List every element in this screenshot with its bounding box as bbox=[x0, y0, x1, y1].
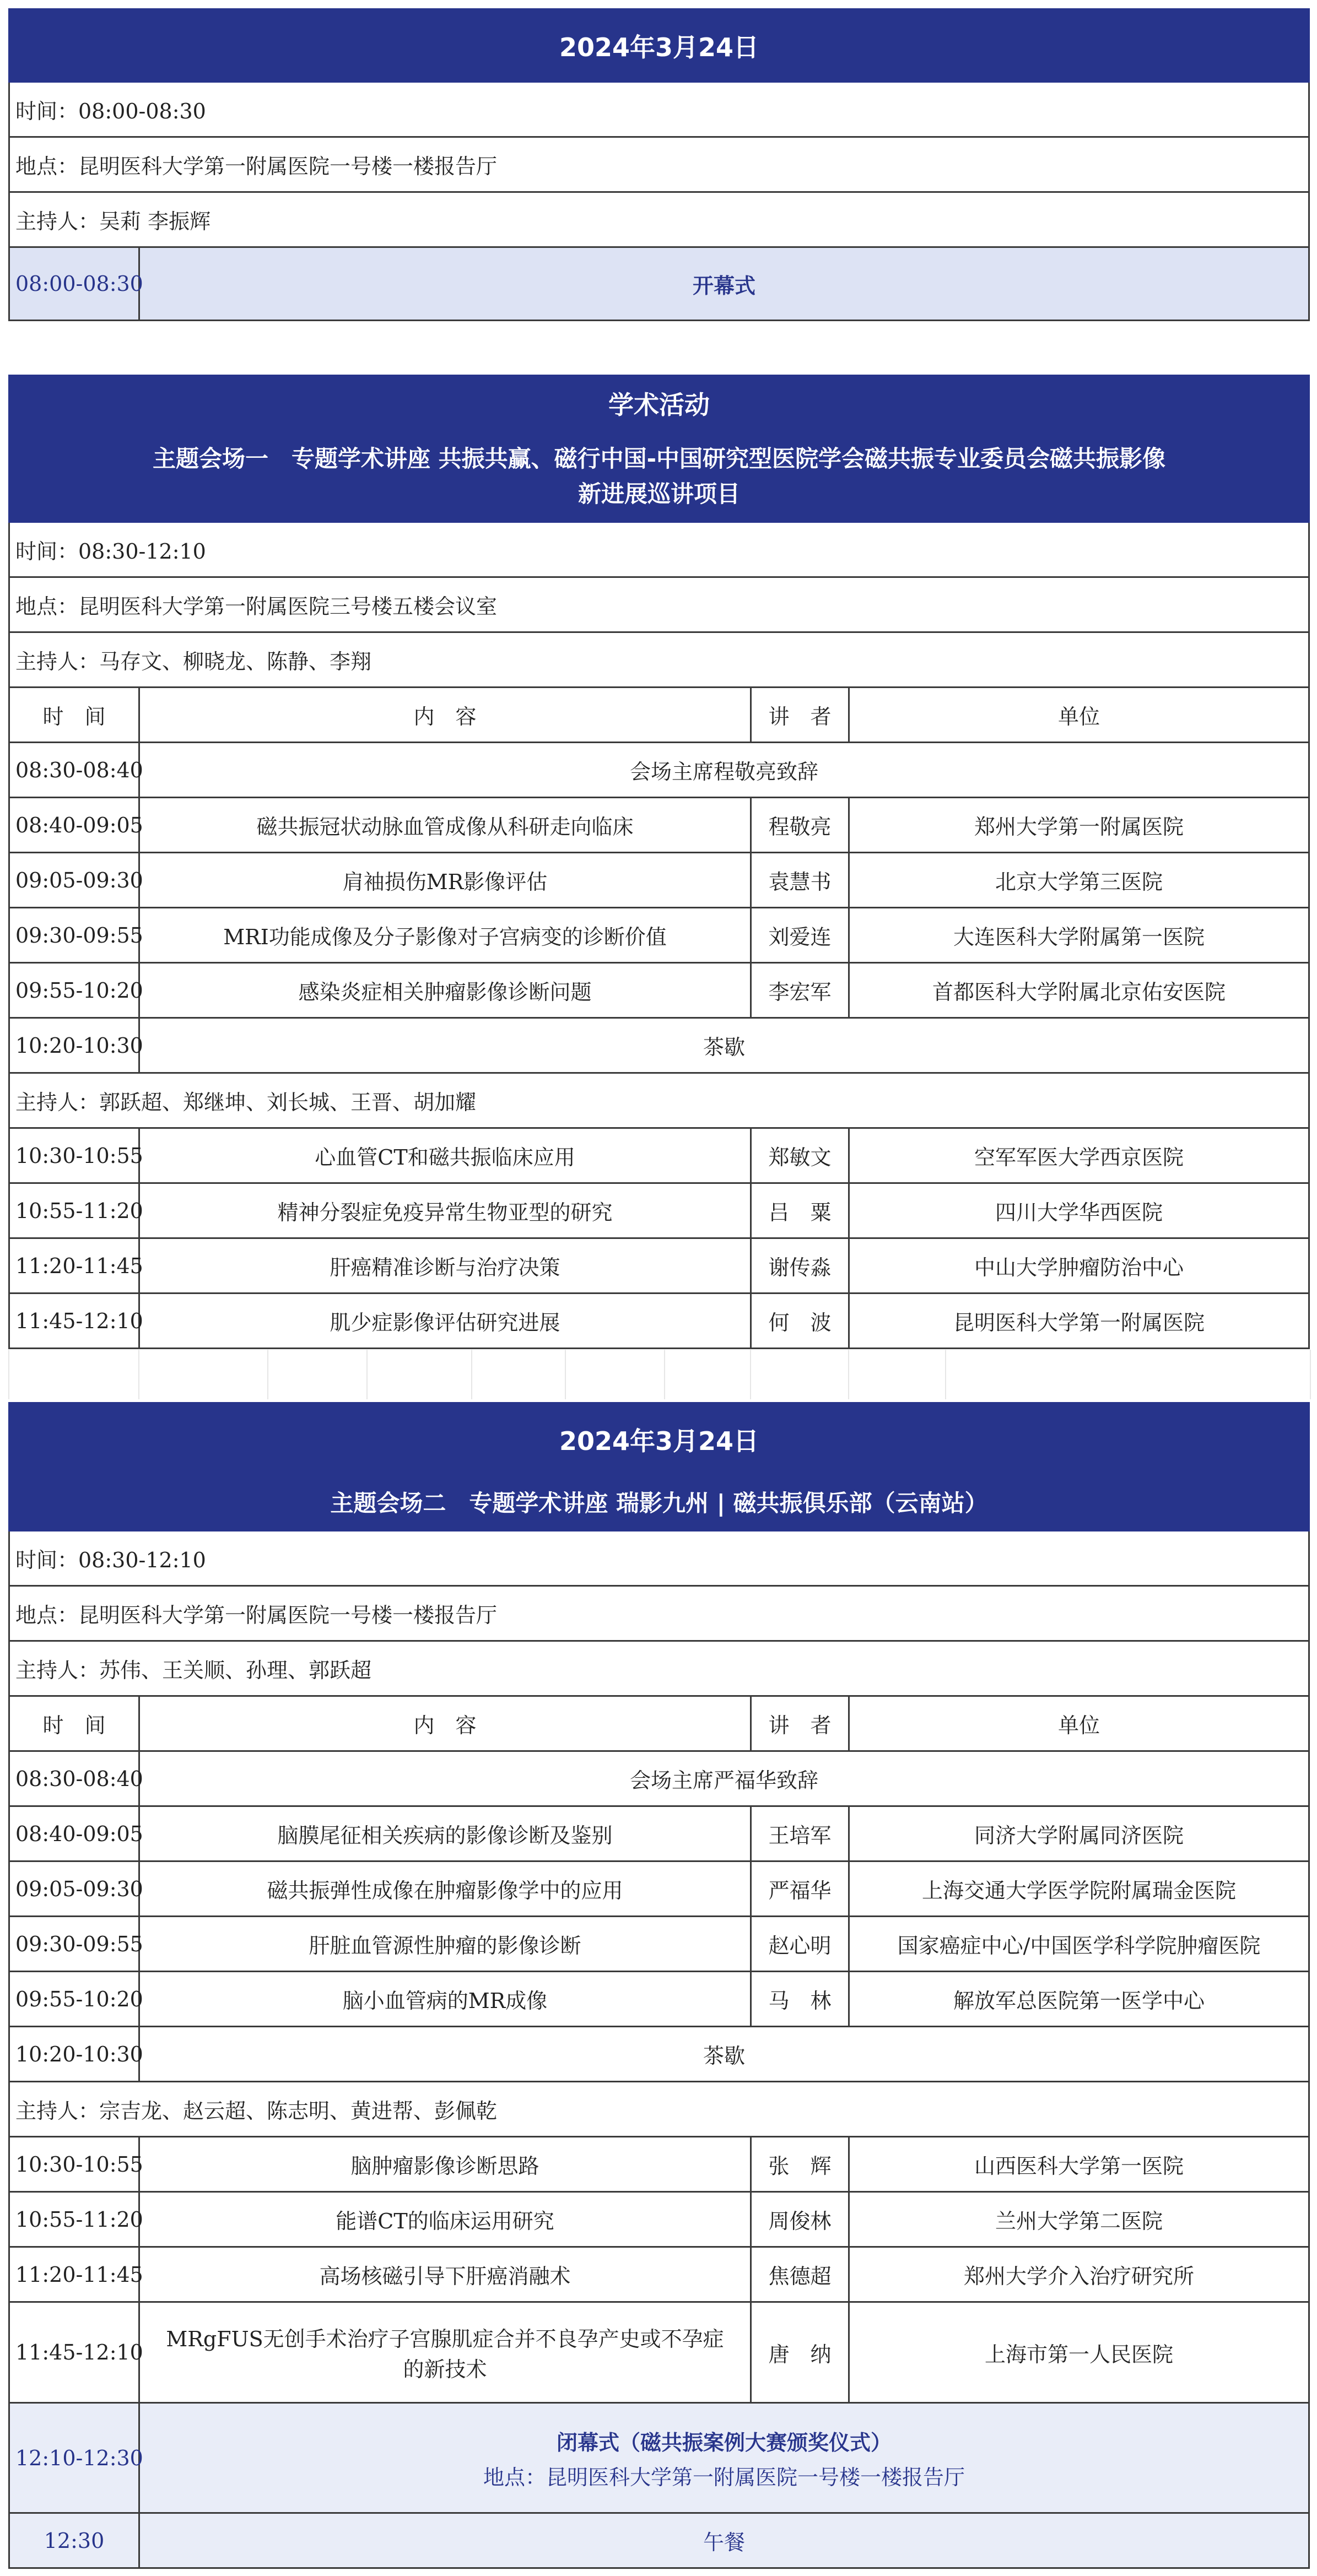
closing-cell bbox=[139, 2403, 1309, 2513]
talk-unit: 兰州大学第二医院 bbox=[849, 2192, 1309, 2247]
break-text: 茶歇 bbox=[139, 2027, 1309, 2082]
welcome-text: 会场主席严福华致辞 bbox=[139, 1751, 1309, 1806]
session2-date-header: 2024年3月24日 bbox=[9, 1403, 1309, 1476]
session1-table bbox=[8, 375, 1310, 1349]
session1-place: 地点：昆明医科大学第一附属医院三号楼五楼会议室 bbox=[9, 577, 1309, 632]
table-row bbox=[9, 1183, 1309, 1238]
opening-time: 时间：08:00-08:30 bbox=[9, 82, 1309, 137]
talk-time: 08:40-09:05 bbox=[9, 798, 139, 853]
talk-topic: 高场核磁引导下肝癌消融术 bbox=[139, 2247, 751, 2302]
column-header-time: 时 间 bbox=[9, 1696, 139, 1751]
talk-time: 09:05-09:30 bbox=[9, 1861, 139, 1917]
table-row bbox=[9, 1917, 1309, 1972]
talk-time: 08:40-09:05 bbox=[9, 1806, 139, 1861]
talk-time: 11:20-11:45 bbox=[9, 1238, 139, 1294]
session1-time: 时间：08:30-12:10 bbox=[9, 522, 1309, 577]
blank-separator-strip bbox=[8, 1350, 1310, 1399]
table-row bbox=[9, 963, 1309, 1018]
welcome-time: 08:30-08:40 bbox=[9, 1751, 139, 1806]
talk-speaker: 周俊林 bbox=[751, 2192, 849, 2247]
talk-unit: 首都医科大学附属北京佑安医院 bbox=[849, 963, 1309, 1018]
table-row bbox=[9, 853, 1309, 908]
ceremony-time: 08:00-08:30 bbox=[9, 247, 139, 321]
welcome-text: 会场主席程敬亮致辞 bbox=[139, 743, 1309, 798]
talk-topic-line1: MRgFUS无创手术治疗子宫腺肌症合并不良孕产史或不孕症 bbox=[166, 2327, 724, 2351]
talk-speaker: 何 波 bbox=[751, 1294, 849, 1349]
session1-host: 主持人：马存文、柳晓龙、陈静、李翔 bbox=[9, 632, 1309, 688]
talk-unit: 北京大学第三医院 bbox=[849, 853, 1309, 908]
talk-unit: 上海市第一人民医院 bbox=[849, 2302, 1309, 2403]
talk-topic: 感染炎症相关肿瘤影像诊断问题 bbox=[139, 963, 751, 1018]
talk-time: 09:55-10:20 bbox=[9, 1972, 139, 2027]
session2-host: 主持人：苏伟、王关顺、孙理、郭跃超 bbox=[9, 1641, 1309, 1696]
talk-speaker: 赵心明 bbox=[751, 1917, 849, 1972]
talk-unit: 解放军总医院第一医学中心 bbox=[849, 1972, 1309, 2027]
talk-time: 09:30-09:55 bbox=[9, 1917, 139, 1972]
talk-time: 09:05-09:30 bbox=[9, 853, 139, 908]
talk-time: 09:55-10:20 bbox=[9, 963, 139, 1018]
table-row bbox=[9, 1128, 1309, 1183]
session1-title-line2: 新进展巡讲项目 bbox=[577, 480, 740, 507]
session2-place: 地点：昆明医科大学第一附属医院一号楼一楼报告厅 bbox=[9, 1586, 1309, 1641]
talk-speaker: 王培军 bbox=[751, 1806, 849, 1861]
talk-time: 10:30-10:55 bbox=[9, 2137, 139, 2192]
session2-time: 时间：08:30-12:10 bbox=[9, 1531, 1309, 1586]
table-row bbox=[9, 1861, 1309, 1917]
talk-speaker: 马 林 bbox=[751, 1972, 849, 2027]
talk-topic: 肝癌精准诊断与治疗决策 bbox=[139, 1238, 751, 1294]
talk-speaker: 吕 粟 bbox=[751, 1183, 849, 1238]
talk-unit: 同济大学附属同济医院 bbox=[849, 1806, 1309, 1861]
session1-header: 学术活动 bbox=[9, 376, 1309, 431]
opening-host: 主持人：吴莉 李振辉 bbox=[9, 192, 1309, 247]
talk-speaker: 张 辉 bbox=[751, 2137, 849, 2192]
session1-title bbox=[9, 431, 1309, 522]
session2-host2: 主持人：宗吉龙、赵云超、陈志明、黄进帮、彭佩乾 bbox=[9, 2082, 1309, 2137]
table-row bbox=[9, 798, 1309, 853]
lunch-text: 午餐 bbox=[139, 2513, 1309, 2568]
column-header-speaker: 讲 者 bbox=[751, 1696, 849, 1751]
talk-topic: 心血管CT和磁共振临床应用 bbox=[139, 1128, 751, 1183]
table-row bbox=[9, 1238, 1309, 1294]
table-row bbox=[9, 1294, 1309, 1349]
talk-speaker: 袁慧书 bbox=[751, 853, 849, 908]
talk-topic: 精神分裂症免疫异常生物亚型的研究 bbox=[139, 1183, 751, 1238]
break-time: 10:20-10:30 bbox=[9, 2027, 139, 2082]
table-row bbox=[9, 2247, 1309, 2302]
lunch-time: 12:30 bbox=[9, 2513, 139, 2568]
talk-unit: 中山大学肿瘤防治中心 bbox=[849, 1238, 1309, 1294]
welcome-time: 08:30-08:40 bbox=[9, 743, 139, 798]
talk-speaker: 严福华 bbox=[751, 1861, 849, 1917]
talk-topic: 磁共振弹性成像在肿瘤影像学中的应用 bbox=[139, 1861, 751, 1917]
talk-speaker: 郑敏文 bbox=[751, 1128, 849, 1183]
talk-time: 10:55-11:20 bbox=[9, 2192, 139, 2247]
talk-unit: 郑州大学介入治疗研究所 bbox=[849, 2247, 1309, 2302]
talk-time: 10:55-11:20 bbox=[9, 1183, 139, 1238]
closing-title: 闭幕式（磁共振案例大赛颁奖仪式） bbox=[556, 2430, 892, 2455]
table-row bbox=[9, 908, 1309, 963]
closing-place: 地点：昆明医科大学第一附属医院一号楼一楼报告厅 bbox=[483, 2465, 965, 2490]
talk-speaker: 谢传淼 bbox=[751, 1238, 849, 1294]
opening-table bbox=[8, 8, 1310, 321]
talk-topic: 肝脏血管源性肿瘤的影像诊断 bbox=[139, 1917, 751, 1972]
table-row bbox=[9, 2137, 1309, 2192]
talk-unit: 郑州大学第一附属医院 bbox=[849, 798, 1309, 853]
talk-speaker: 刘爱连 bbox=[751, 908, 849, 963]
talk-time: 11:45-12:10 bbox=[9, 1294, 139, 1349]
talk-topic: 脑小血管病的MR成像 bbox=[139, 1972, 751, 2027]
break-text: 茶歇 bbox=[139, 1018, 1309, 1073]
talk-topic: 脑膜尾征相关疾病的影像诊断及鉴别 bbox=[139, 1806, 751, 1861]
talk-time: 11:20-11:45 bbox=[9, 2247, 139, 2302]
opening-place: 地点：昆明医科大学第一附属医院一号楼一楼报告厅 bbox=[9, 137, 1309, 192]
table-row bbox=[9, 2302, 1309, 2403]
break-time: 10:20-10:30 bbox=[9, 1018, 139, 1073]
talk-unit: 空军军医大学西京医院 bbox=[849, 1128, 1309, 1183]
closing-time: 12:10-12:30 bbox=[9, 2403, 139, 2513]
talk-unit: 四川大学华西医院 bbox=[849, 1183, 1309, 1238]
talk-speaker: 程敬亮 bbox=[751, 798, 849, 853]
column-header-content: 内 容 bbox=[139, 1696, 751, 1751]
talk-unit: 上海交通大学医学院附属瑞金医院 bbox=[849, 1861, 1309, 1917]
talk-speaker: 李宏军 bbox=[751, 963, 849, 1018]
talk-topic: 肩袖损伤MR影像评估 bbox=[139, 853, 751, 908]
talk-unit: 昆明医科大学第一附属医院 bbox=[849, 1294, 1309, 1349]
talk-topic bbox=[139, 2302, 751, 2403]
talk-topic: 脑肿瘤影像诊断思路 bbox=[139, 2137, 751, 2192]
talk-time: 10:30-10:55 bbox=[9, 1128, 139, 1183]
session1-host2: 主持人：郭跃超、郑继坤、刘长城、王晋、胡加耀 bbox=[9, 1073, 1309, 1128]
talk-unit: 山西医科大学第一医院 bbox=[849, 2137, 1309, 2192]
table-row bbox=[9, 1806, 1309, 1861]
session2-table bbox=[8, 1402, 1310, 2569]
column-header-speaker: 讲 者 bbox=[751, 688, 849, 743]
talk-topic: MRI功能成像及分子影像对子宫病变的诊断价值 bbox=[139, 908, 751, 963]
talk-topic: 肌少症影像评估研究进展 bbox=[139, 1294, 751, 1349]
session1-title-line1: 主题会场一 专题学术讲座 共振共赢、磁行中国-中国研究型医院学会磁共振专业委员会磁共振影像 bbox=[152, 445, 1166, 472]
talk-time: 11:45-12:10 bbox=[9, 2302, 139, 2403]
talk-time: 09:30-09:55 bbox=[9, 908, 139, 963]
talk-speaker: 焦德超 bbox=[751, 2247, 849, 2302]
talk-topic: 磁共振冠状动脉血管成像从科研走向临床 bbox=[139, 798, 751, 853]
talk-unit: 大连医科大学附属第一医院 bbox=[849, 908, 1309, 963]
talk-unit: 国家癌症中心/中国医学科学院肿瘤医院 bbox=[849, 1917, 1309, 1972]
talk-speaker: 唐 纳 bbox=[751, 2302, 849, 2403]
column-header-content: 内 容 bbox=[139, 688, 751, 743]
table-row bbox=[9, 1972, 1309, 2027]
opening-date-header: 2024年3月24日 bbox=[9, 9, 1309, 82]
column-header-unit: 单位 bbox=[849, 688, 1309, 743]
table-row bbox=[9, 2192, 1309, 2247]
talk-topic-line2: 的新技术 bbox=[403, 2357, 487, 2382]
session2-title: 主题会场二 专题学术讲座 瑞影九州 | 磁共振俱乐部（云南站） bbox=[9, 1476, 1309, 1531]
talk-topic: 能谱CT的临床运用研究 bbox=[139, 2192, 751, 2247]
column-header-time: 时 间 bbox=[9, 688, 139, 743]
ceremony-title: 开幕式 bbox=[139, 247, 1309, 321]
column-header-unit: 单位 bbox=[849, 1696, 1309, 1751]
